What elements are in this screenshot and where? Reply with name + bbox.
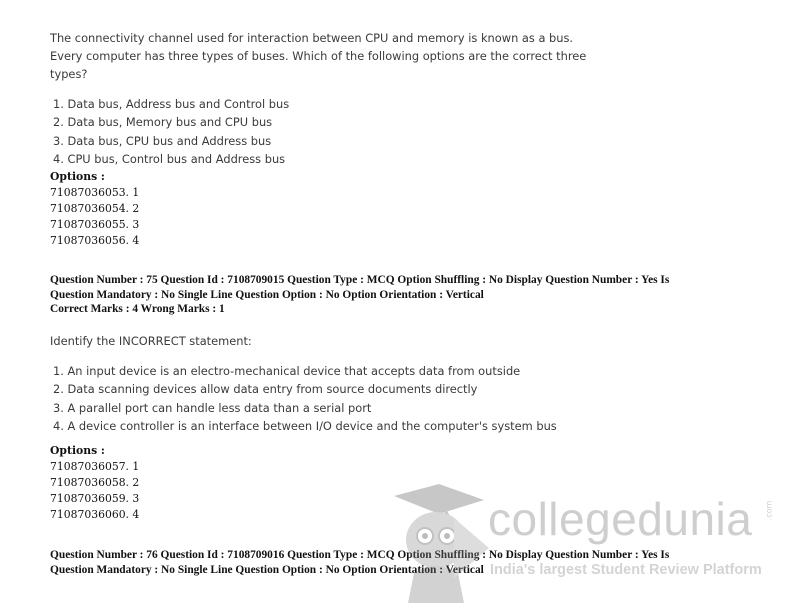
option-id: 71087036057. 1 [50, 460, 140, 473]
question-75-meta [50, 273, 669, 317]
choice-item: 1. Data bus, Address bus and Control bus [53, 97, 290, 111]
choice-item: 2. Data scanning devices allow data entry from source documents directly [53, 382, 478, 397]
stem-line: types? [50, 67, 88, 81]
option-id: 71087036059. 3 [50, 492, 140, 505]
meta-line: Question Number : 76 Question Id : 7108709016 Question Type : MCQ Option Shuffling : No Display Question Number : Yes Is [50, 549, 670, 561]
watermark-tagline: India's largest Student Review Platform [490, 562, 762, 578]
choice-item: 3. A parallel port can handle less data than a serial port [53, 400, 372, 415]
option-id: 71087036053. 1 [50, 186, 140, 199]
question-75-stem: Identify the INCORRECT statement: [50, 334, 252, 348]
meta-line: Question Number : 75 Question Id : 7108709015 Question Type : MCQ Option Shuffling : No Display Question Number : Yes Is [50, 274, 670, 286]
option-id: 71087036060. 4 [50, 508, 140, 521]
stem-line: The connectivity channel used for interaction between CPU and memory is known as a bus. [50, 31, 574, 45]
watermark-domain: .com [764, 500, 774, 521]
choice-item: 3. Data bus, CPU bus and Address bus [53, 133, 272, 148]
choice-item: 2. Data bus, Memory bus and CPU bus [53, 115, 273, 130]
mascot-logo-icon [384, 478, 494, 603]
option-id: 71087036055. 3 [50, 218, 140, 231]
meta-line: Correct Marks : 4 Wrong Marks : 1 [50, 303, 225, 315]
options-label: Options : [50, 170, 105, 183]
option-id: 71087036058. 2 [50, 476, 140, 489]
options-label: Options : [50, 444, 105, 457]
meta-line: Question Mandatory : No Single Line Question Option : No Option Orientation : Vertical [50, 288, 484, 301]
question-74-choices [53, 95, 289, 168]
option-id: 71087036054. 2 [50, 202, 140, 215]
question-74-stem [50, 29, 586, 83]
choice-item: 1. An input device is an electro-mechanical device that accepts data from outside [53, 364, 521, 378]
watermark-brand: collegedunia [488, 493, 753, 545]
collegedunia-watermark [384, 478, 784, 603]
choice-item: 4. CPU bus, Control bus and Address bus [53, 151, 286, 166]
question-75-choices [53, 362, 557, 435]
question-74-options [50, 169, 139, 249]
option-id: 71087036056. 4 [50, 234, 140, 247]
choice-item: 4. A device controller is an interface between I/O device and the computer's system bus [53, 418, 557, 433]
question-75-options [50, 443, 139, 523]
stem-line: Every computer has three types of buses. Which of the following options are the correct three [50, 49, 587, 63]
meta-line: Question Mandatory : No Single Line Question Option : No Option Orientation : Vertical [50, 563, 484, 576]
